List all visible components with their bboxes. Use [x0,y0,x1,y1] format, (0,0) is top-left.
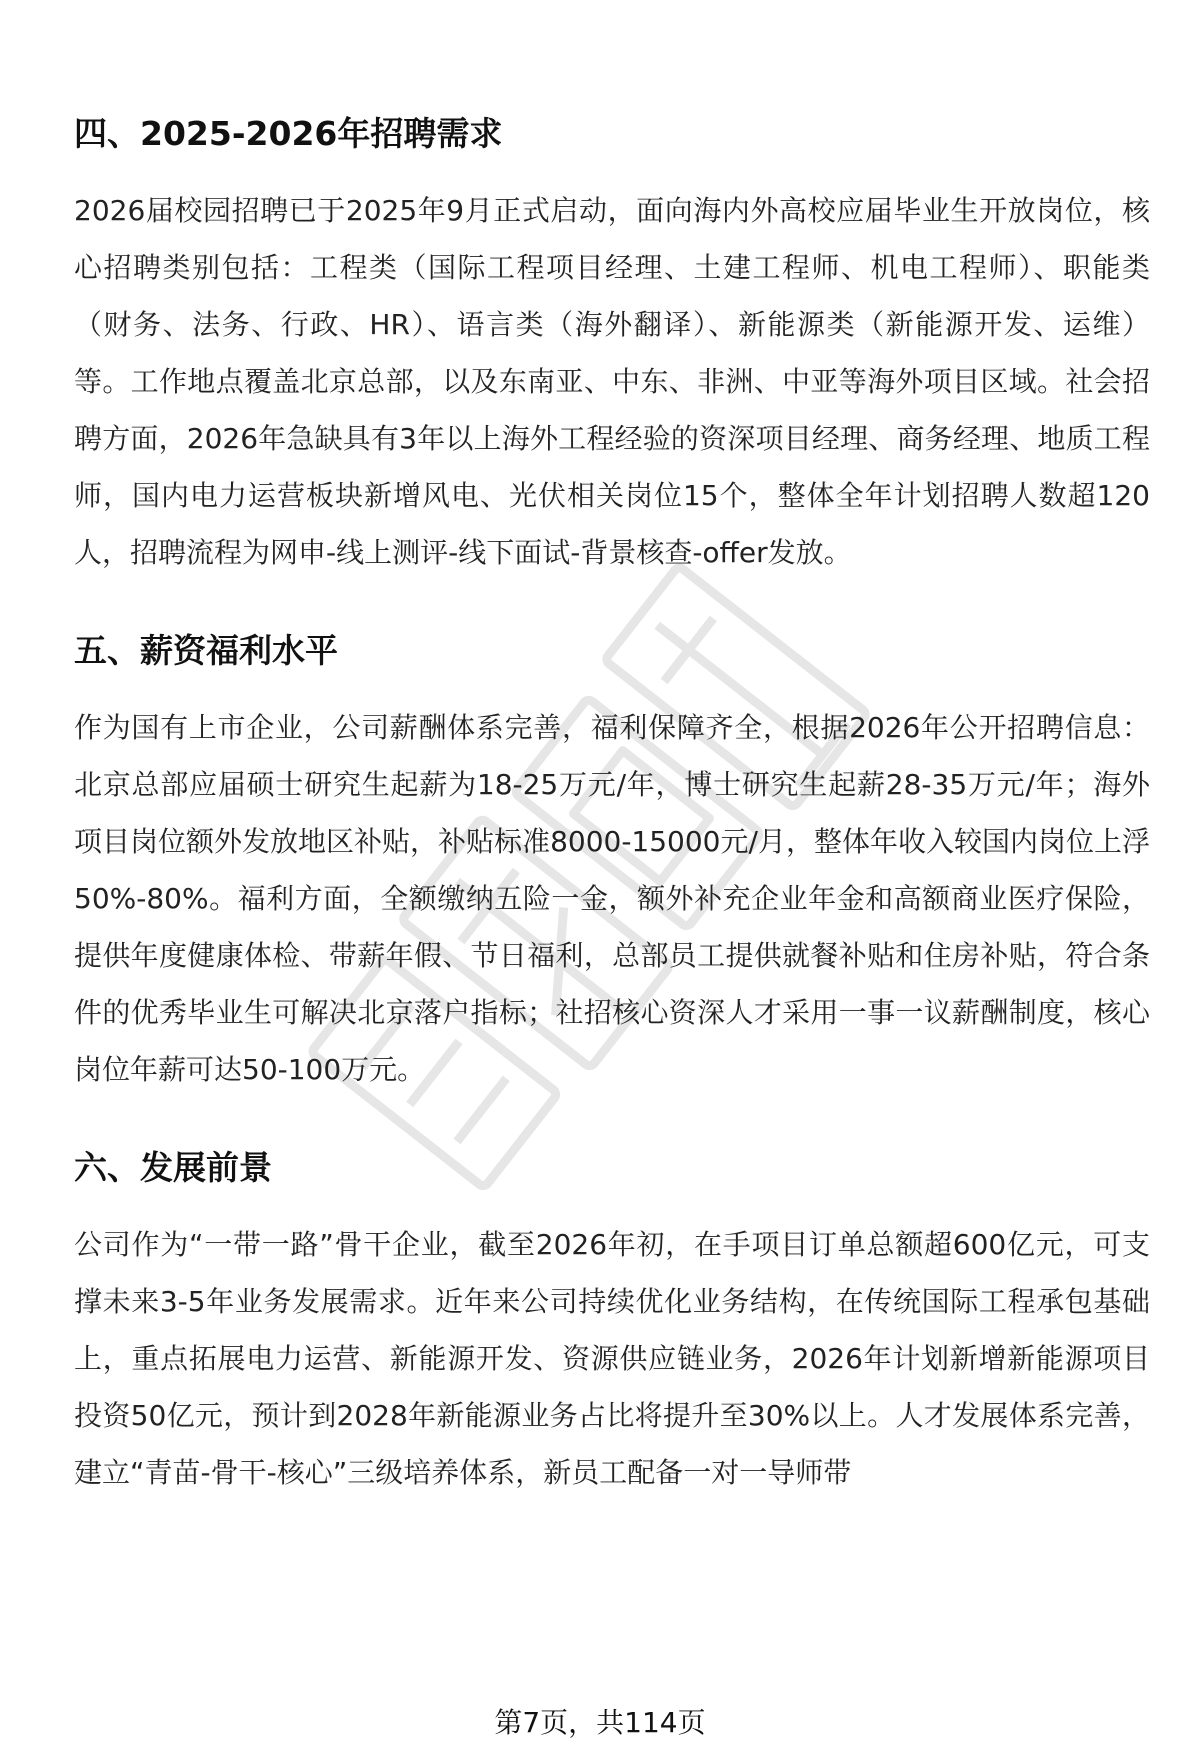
section-heading-prospects: 六、发展前景 [74,1148,272,1187]
document-content [74,110,1150,1501]
section-body-salary: 作为国有上市企业，公司薪酬体系完善，福利保障齐全，根据2026年公开招聘信息：北京总部应届硕士研究生起薪为18-25万元/年，博士研究生起薪28-35万元/年；海外项目岗位额外发放地区补贴，补贴标准8000-15000元/月，整体年收入较国内岗位上浮50%-80%。福利方面，全额缴纳五险一金，额外补充企业年金和高额商业医疗保险，提供年度健康体检、带薪年假、节日福利，总部员工提供就餐补贴和住房补贴，符合条件的优秀毕业生可解决北京落户指标；社招核心资深人才采用一事一议薪酬制度，核心岗位年薪可达50-100万元。 [74,711,1150,1086]
section-heading-salary: 五、薪资福利水平 [74,631,338,670]
page-number-footer: 第7页，共114页 [0,1703,1200,1743]
section-body-recruitment: 2026届校园招聘已于2025年9月正式启动，面向海内外高校应届毕业生开放岗位，核心招聘类别包括：工程类（国际工程项目经理、土建工程师、机电工程师）、职能类（财务、法务、行政、HR）、语言类（海外翻译）、新能源类（新能源开发、运维）等。工作地点覆盖北京总部，以及东南亚、中东、非洲、中亚等海外项目区域。社会招聘方面，2026年急缺具有3年以上海外工程经验的资深项目经理、商务经理、地质工程师，国内电力运营板块新增风电、光伏相关岗位15个，整体全年计划招聘人数超120人，招聘流程为网申-线上测评-线下面试-背景核查-offer发放。 [74,194,1150,569]
section-body-prospects: 公司作为“一带一路”骨干企业，截至2026年初，在手项目订单总额超600亿元，可支撑未来3-5年业务发展需求。近年来公司持续优化业务结构，在传统国际工程承包基础上，重点拓展电力运营、新能源开发、资源供应链业务，2026年计划新增新能源项目投资50亿元，预计到2028年新能源业务占比将提升至30%以上。人才发展体系完善，建立“青苗-骨干-核心”三级培养体系，新员工配备一对一导师带 [74,1228,1150,1489]
section-heading-recruitment: 四、2025-2026年招聘需求 [74,114,503,153]
